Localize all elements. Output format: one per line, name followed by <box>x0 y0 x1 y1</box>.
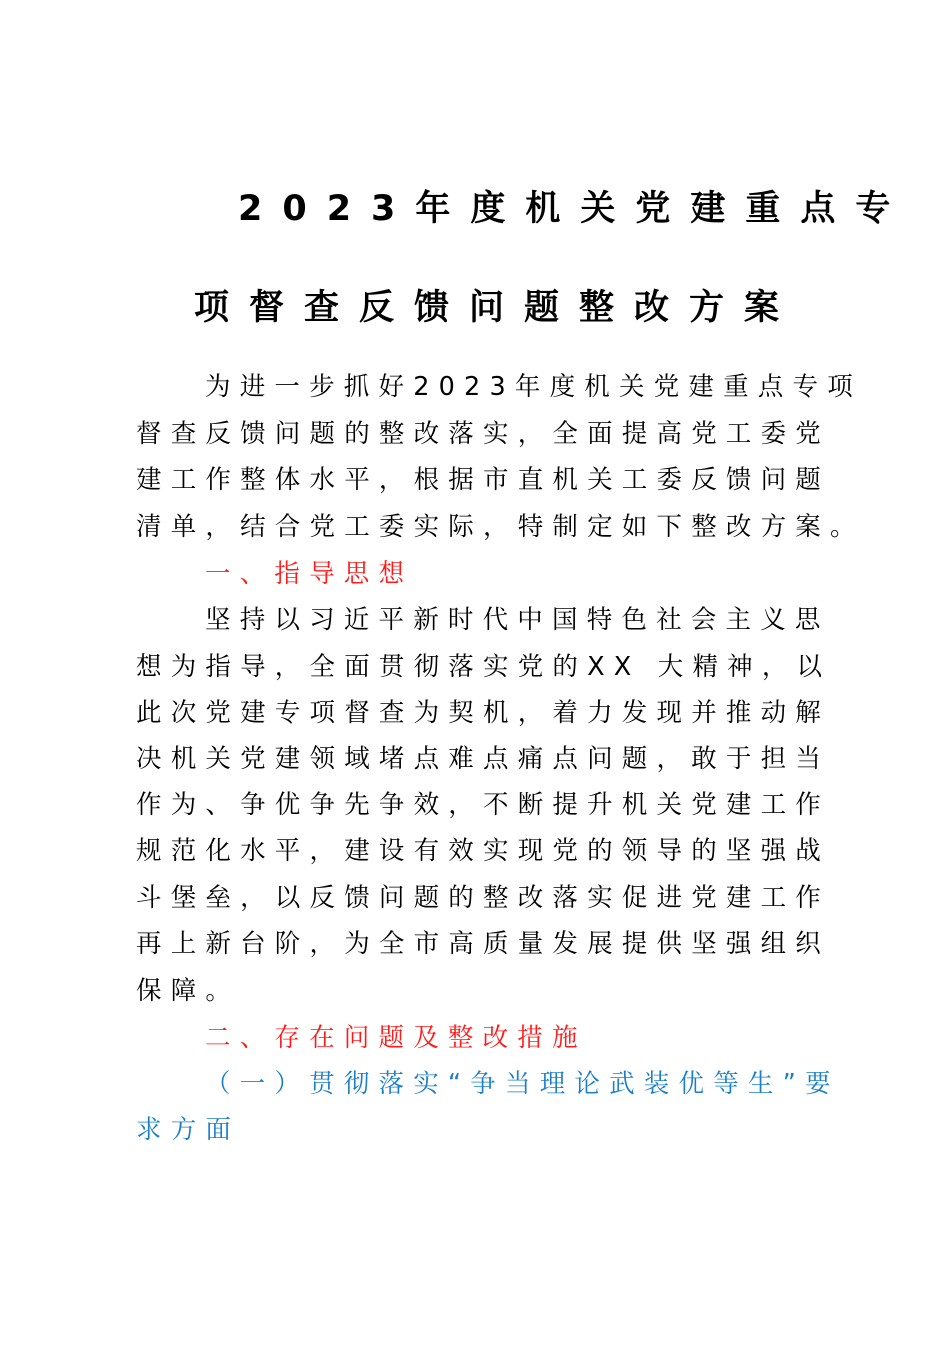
subsection-heading-line-2: 求方面 <box>136 1115 241 1145</box>
subsection-heading-line-1: （一）贯彻落实“争当理论武装优等生”要 <box>205 1069 840 1099</box>
section-heading-problems-and-measures: 二、存在问题及整改措施 <box>205 1023 587 1053</box>
document-title-line-2: 项督查反馈问题整改方案 <box>194 288 800 328</box>
section1-paragraph-line-1: 坚持以习近平新时代中国特色社会主义思 <box>205 605 830 635</box>
section-heading-guiding-ideology: 一、指导思想 <box>205 559 414 589</box>
section1-paragraph-line-3: 此次党建专项督查为契机，着力发现并推动解 <box>136 698 831 728</box>
section1-paragraph-line-9: 保障。 <box>136 976 241 1006</box>
intro-paragraph-line-2: 督查反馈问题的整改落实，全面提高党工委党 <box>136 419 831 449</box>
intro-paragraph-line-3: 建工作整体水平，根据市直机关工委反馈问题 <box>136 465 831 495</box>
section1-paragraph-line-2: 想为指导，全面贯彻落实党的XX 大精神，以 <box>136 652 832 682</box>
intro-paragraph-line-1: 为进一步抓好2023年度机关党建重点专项 <box>205 372 862 402</box>
intro-paragraph-line-4: 清单，结合党工委实际，特制定如下整改方案。 <box>136 512 865 542</box>
section1-paragraph-line-8: 再上新台阶，为全市高质量发展提供坚强组织 <box>136 929 831 959</box>
section1-paragraph-line-7: 斗堡垒，以反馈问题的整改落实促进党建工作 <box>136 883 831 913</box>
section1-paragraph-line-5: 作为、争优争先争效，不断提升机关党建工作 <box>136 790 831 820</box>
section1-paragraph-line-6: 规范化水平，建设有效实现党的领导的坚强战 <box>136 836 831 866</box>
document-title-line-1: 2023年度机关党建重点专 <box>238 189 911 229</box>
section1-paragraph-line-4: 决机关党建领域堵点难点痛点问题，敢于担当 <box>136 744 831 774</box>
